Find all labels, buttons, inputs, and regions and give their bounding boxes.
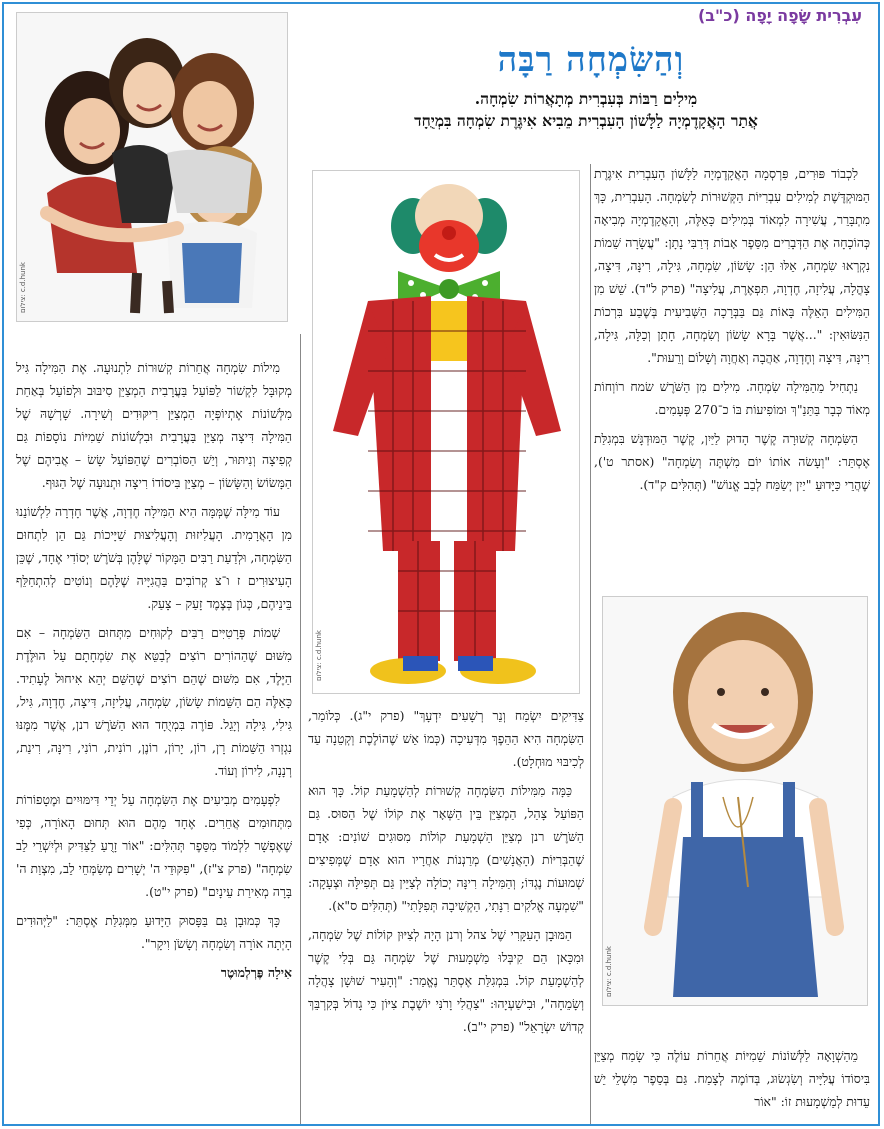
- paragraph: מִילוֹת שִׂמְחָה אֲחֵרוֹת קְשׁוּרוֹת לִתְנוּעָה. אֶת הַמִּילָה גִּיל מְקוּבָּל לִקְשׁוֹר לַפּוֹעַל בַּעֲרָבִית הַמְצַיֵּן סִיבּוּב וּלְפוֹעַל בְּאַחַת מִלְּשׁוֹנוֹת אֶתְיוֹפְּיָה הַמְצַיֵּן רִיקּוּדִים וְשִׁירָה. שָׁרְשָׁהּ שֶׁל הַמִּילָה דִּיצָה מְצַיֵּן בַּעֲרָבִית וּבִלְשׁוֹנוֹת שֵׁמִיּוֹת נוֹסָפוֹת גַּם קְפִיצָה וְנִיתּוּר, וְיֵשׁ הַסּוֹבְרִים שֶׁהַפּוֹעַל שָׂשׂ – אֲבִיהֶם שֶׁל הַמָּשׂוֹשׂ וְהַשָּׂשׂוֹן – מְצַיֵּן בִּיסוֹדוֹ רִיצָה וּתְנוּעָה שֶׁל הַגּוּף.: [16, 360, 292, 490]
- girl-photo-credit: צילום: c.d.hunk: [605, 946, 613, 997]
- paragraph: הַמּוּבָן הָעִקָּרִי שֶׁל צהל וְרנן הָיָה לְצִיּוּן קוֹלוֹת שֶׁל שִׂמְחָה, וּמִכָּאן הֵם קִיבְּלוּ מַשְׁמָעוּת שֶׁל שִׂמְחָה גַּם בְּלִי קֶשֶׁר לְהַשְׁמָעַת קוֹל. בִּמְגִלַּת אֶסְתֵּר נֶאֱמַר: "וְהָעִיר שׁוּשָׁן צָהֲלָה וְשָׂמֵחָה", וּבִישַׁעְיָהוּ: "צַהֲלִי וָרֹנִּי יוֹשֶׁבֶת צִיּוֹן כִּי גָדוֹל בְּקִרְבֵּךְ קְדוֹשׁ יִשְׂרָאֵל" (פרק י"ב).: [308, 927, 584, 1034]
- girl-overalls-photo: [602, 596, 868, 1006]
- paragraph: כַּמָּה מִמִּילוֹת הַשִּׂמְחָה קְשׁוּרוֹת לְהַשְׁמָעַת קוֹל. כָּךְ הוּא הַפּוֹעַל צָהַל, הַמְצַיֵּן בֵּין הַשְּׁאָר אֶת קוֹלוֹ שֶׁל הַסּוּס. גַּם הַשֹּׁרֶשׁ רנן מְצַיֵּן הַשְׁמָעַת קוֹלוֹת מִסּוּגִים שׁוֹנִים: אָדָם שֶׁהַבְּרִיּוֹת (הָאֲנָשִׁים) מְרַנְנוֹת אַחֲרָיו הוּא אָדָם שֶׁמְּפִיצִים שְׁמוּעוֹת נֶגְדּוֹ; וְהַמִּילָה רִינָּה יְכוֹלָה לְצַיֵּין גַּם תְּפִילָּה וּצְעָקָה: "שִׁמְעָה אֱלֹקִים רִנָּתִי, הַקְשִׁיבָה תְּפִלָּתִי" (תְּהִלִּים ס"א).: [308, 783, 584, 913]
- clown-photo: [312, 170, 580, 694]
- paragraph: כָּךְ כְּמוּבָן גַּם בַּפָּסוּק הַיָּדוּעַ מִמְּגִלַּת אֶסְתֵּר: "לַיְּהוּדִים הָיְתָה אוֹרָה וְשִׂמְחָה וְשָׂשֹׂן וִיקָר".: [16, 913, 292, 951]
- article-column-right-continued: [594, 1044, 870, 1124]
- column-divider-left: [300, 334, 301, 1126]
- paragraph: נַתְחִיל מֵהַמִּילָה שִׂמְחָה. מִילִים מִן הַשֹּׁרֶשׁ שׂמח רוֹוְחוֹת מְאוֹד כְּבָר בַּתַּנַ"ךְ וּמוֹפִיעוֹת בּוֹ כ־270 פְּעָמִים.: [594, 379, 870, 417]
- column-divider-right: [590, 164, 591, 1126]
- author-name: אִילָה פֶּרְלְמוּטֶר: [220, 965, 292, 980]
- paragraph: עוֹד מִילָּה שֶׁמְּמָּה הִיא הַמִּילָה חֶדְוָה, אֲשֶׁר חָדְרָה לִלְשׁוֹנֵנוּ מִן הָאֲרָמִית. הָעֲלִיזוּת וְהָעֲלִיצוּת שַׁיָּיכוֹת גַּם הֵן לִתְחוּם הַשִּׂמְחָה, וּלְדַעַת רַבִּים הַמָּקוֹר שֶׁלָּהֶן בְּשֹׁרֶשׁ יְסוֹדִי אֶחָד, שֶׁכֵּן הָעִיצוּרִים ז ו־צ קְרוֹבִים בַּהֲגִיָּיה שֶׁלָּהֶם וְנוֹטִים לְהִתְחַלֵּף בֵּינֵיהֶם, כְּגוֹן בְּצֶמֶד זָעַק – צָעַק.: [16, 504, 292, 611]
- section-header: עִבְרִית שָׂפָה יָפָה (כ"ב): [697, 6, 862, 25]
- article-column-right: [594, 162, 870, 602]
- paragraph: צַדִּיקִים יִשְׂמַח וְנֵר רְשָׁעִים יִדְעָךְ" (פרק י"ג). כְּלוֹמַר, הַשִּׂמְחָה הִיא הַהֵפֶךְ מִדְּעִיכָה (כְּמוֹ אֵשׁ שֶׁהוֹלֶכֶת וְקְטֵנָה עַד לְכִיבּוּי מוּחְלָט).: [308, 708, 584, 769]
- paragraph: הַשִּׂמְחָה קְשׁוּרָה קֶשֶׁר הָדוּק לַיַּיִן, קֶשֶׁר הַמּוּדְגָּשׁ בִּמְגִלַּת אֶסְתֵּר: "וְעָשׂה אוֹתוֹ יוֹם מִשְׁתֶּה וְשִׂמְחָה" (אסתר ט'), שֶׁהֲרֵי כַּיָּדוּעַ "יַיִן יְשַׂמַּח לְבַב אֱנוֹשׁ" (תְּהִלִּים ק"ד).: [594, 431, 870, 492]
- article-column-middle: [308, 704, 584, 1124]
- article-subtitle: [304, 88, 868, 132]
- subtitle-line-1: מִילִים רַבּוֹת בְּעִבְרִית מְתָאֲרוֹת שִׂמְחָה.: [474, 89, 698, 108]
- subtitle-line-2: אֲתַר הָאֲקָדֶמְיָה לַלָּשׁוֹן הָעִבְרִית מֵבִיא אִיגֶּרֶת שִׂמְחָה בִּמְיֻחָד: [414, 111, 758, 130]
- paragraph: לִכְבוֹד פּוּרִים, פִּרְסְמָה הָאֲקָדֶמְיָה לַלָּשׁוֹן הָעִבְרִית אִיגֶּרֶת הַמּוּקְדֶּשֶׁת לְמִילִים עִבְרִיּוֹת הַקְּשׁוּרוֹת לְשִׂמְחָה. הָעִבְרִית, כָּךְ מִתְבָּרֵר, עֲשִׁירָה לִמְאוֹד בְּמִילִים כָּאֵלֶּה, וְהָאֲקָדֶמְיָה מְבִיאָה כְּהוֹכָחָה אֶת הַדְּבָרִים מִסֵּפֶר אָבוֹת דְּרַבִּי נָתָן: "עֲשָׂרָה שֵׁמוֹת נִקְרְאוּ שִׂמְחָה, אֵלּוּ הֵן: שָׂשׂוֹן, שִׂמְחָה, גִּילָה, רִינָּה, דִּיצָה, צָהֳלָה, עֲלִיזָה, חֶדְוָה, תִּפְאֶרֶת, עֲלִיצָה" (פרק ל"ד). שֵׁשׁ מִן הַמִּילִים הָאֵלֶּה בָּאוֹת גַּם בַּבְּרָכָה הַשְּׁבִיעִית בְּשֶׁבַע בִּרְכוֹת הַנִּשּׂוּאִין: "...אֲשֶׁר בָּרָא שָׂשׂוֹן וְשִׂמְחָה, חָתָן וְכַלָּה, גִּילָה, רִינָּה, דִּיצָה וְחֶדְוָה, אַהֲבָה וְאַחֲוָה וְשָׁלוֹם וְרֵעוּת".: [594, 166, 870, 365]
- girls-illustration: [17, 13, 288, 322]
- paragraph: מֵהַשְׁוָאָה לַלְּשׁוֹנוֹת שֵׁמִיּוֹת אֲחֵרוֹת עוֹלֶה כִּי שָׂמַח מְצַיֵּן בִּיסוֹדוֹ עֲלִיָּיה וְשִׂגְשׂוּג, בְּדוֹמֶה לְצָמַח. גַּם בְּסֵפֶר מִשְׁלֵי יֵשׁ עֵדוּת לְמַשְׁמָעוּת זוֹ: "אוֹר: [594, 1048, 870, 1109]
- clown-photo-credit: צילום: c.d.hunk: [315, 630, 323, 681]
- girl-illustration: [603, 597, 868, 1006]
- article-title: וְהַשִּׂמְחָה רַבָּה: [497, 40, 685, 80]
- girls-photo: [16, 12, 288, 322]
- paragraph: שְׁמוֹת פְּרָטִיִּים רַבִּים לְקוּחִים מִתְּחוּם הַשִּׂמְחָה – אִם מִשּׁוּם שֶׁהַהוֹרִים רוֹצִים לְבַטֵּא אֶת שִׂמְחָתָם עַל הוּלֶּדֶת הַיֶּלֶד, אִם מִשּׁוּם שֶׁהֵם רוֹצִים שֶׁהַשֵּׁם יְהֵא אִיחוּל לֶעָתִיד. כָּאֵלֶּה הֵם הַשֵּׁמוֹת שָׂשׂוֹן, שִׂמְחָה, עֲלִיזָה, דִּיצָה, חֶדְוָה, גִּיל, גִּילִי, גִּילָה וְיָגֵל. פּוֹרֶה בִּמְיֻחָד הוּא הַשֹּׁרֶשׁ רנן, אֲשֶׁר מִמֶּנּוּ נִגְזְרוּ הַשֵּׁמוֹת רָן, רוֹן, יָרוֹן, רוֹנֶן, רוֹנִית, רוֹנִי, רִינָּה, רִינַת, רְנָנָה, לִירוֹן וְעוֹד.: [16, 625, 292, 778]
- article-page: [2, 2, 880, 1126]
- paragraph: לִפְעָמִים מְבִיעִים אֶת הַשִּׂמְחָה עַל יְדֵי דִּימּוּיִים וּמֶטָפוֹרוֹת מִתְּחוּמִים אֲחֵרִים. אֶחָד מֵהֶם הוּא תְּחוּם הָאוֹרָה, כְּפִי שֶׁאֶפְשָׁר לִלְמוֹד מִסֵּפֶר תְּהִלִּים: "אוֹר זָרֻעַ לַצַּדִּיק וּלְיִשְׁרֵי לֵב שִׂמְחָה" (פרק צ"ז), "פִּקּוּדֵי ה' יְשָׁרִים מְשַׂמְּחֵי לֵב, מִצְוַת ה' בָּרָה מְאִירַת עֵינָיִם" (פרק י"ט).: [16, 792, 292, 899]
- girls-photo-credit: צילום: c.d.hunk: [19, 262, 27, 313]
- clown-illustration: [313, 171, 580, 694]
- article-column-left: [16, 356, 292, 1126]
